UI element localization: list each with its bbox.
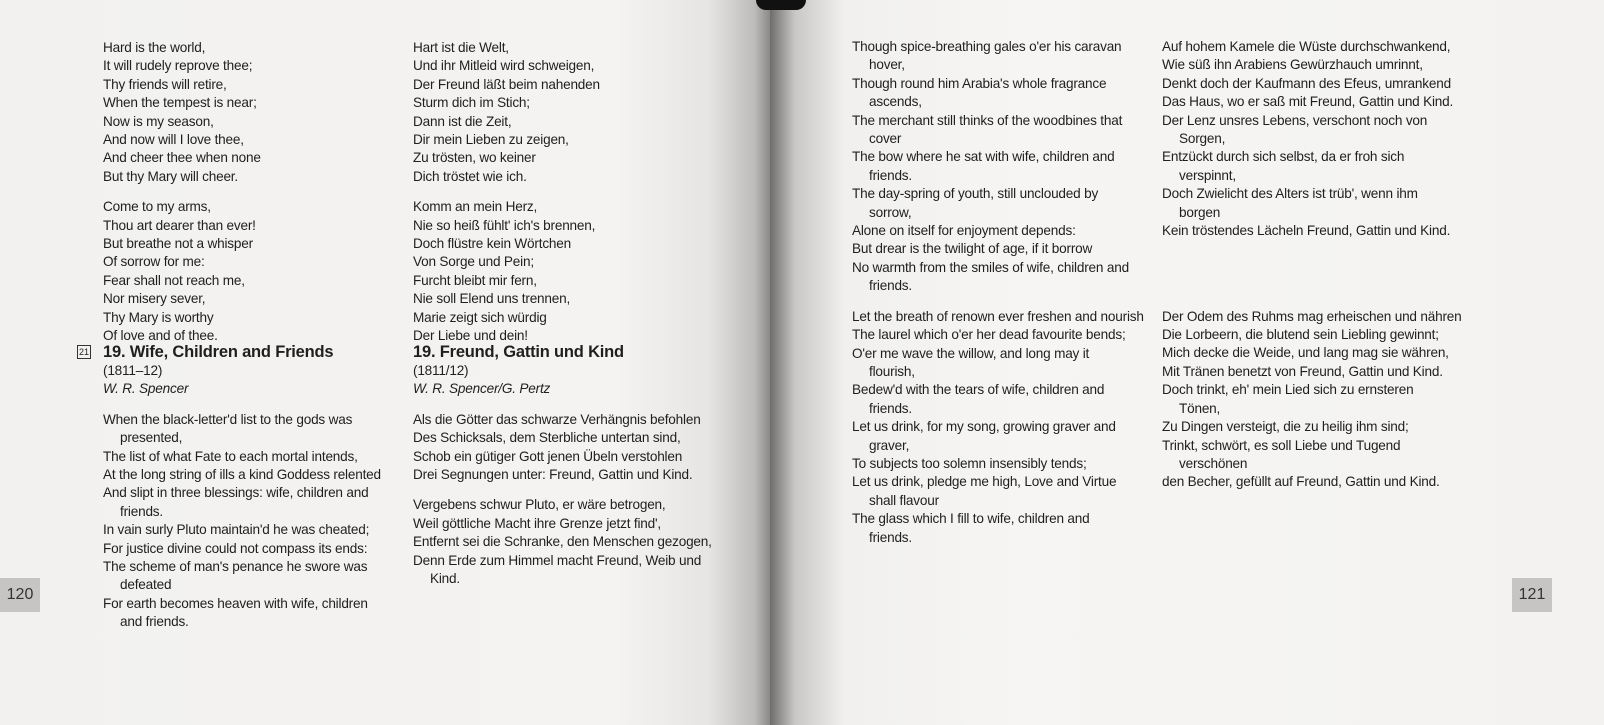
verse-line: verschönen — [1179, 455, 1248, 471]
verse-line: Fear shall not reach me, — [103, 272, 245, 288]
english-right-column — [852, 38, 1144, 547]
verse-line: friends. — [869, 400, 912, 416]
german-song-body — [413, 411, 712, 589]
verse-line: The bow where he sat with wife, children and — [852, 149, 1115, 165]
verse-line: When the tempest is near; — [103, 95, 257, 111]
verse-line: Though round him Arabia's whole fragrance — [852, 75, 1107, 91]
stanza-gap — [413, 186, 600, 198]
verse-line: Let us drink, pledge me high, Love and Virtue — [852, 474, 1117, 490]
verse-line: Thy friends will retire, — [103, 76, 227, 92]
verse-line: den Becher, gefüllt auf Freund, Gattin und Kind. — [1162, 474, 1440, 490]
verse-line: Entfernt sei die Schranke, den Menschen gezogen, — [413, 534, 712, 550]
verse-line: Des Schicksals, dem Sterbliche untertan sind, — [413, 430, 681, 446]
verse-line: presented, — [120, 430, 183, 446]
page-number-left: 120 — [0, 578, 40, 612]
verse-line: sorrow, — [869, 204, 912, 220]
verse-line: Als die Götter das schwarze Verhängnis befohlen — [413, 411, 701, 427]
german-top-column — [413, 39, 600, 346]
verse-line: ascends, — [869, 94, 922, 110]
verse-line: Und ihr Mitleid wird schweigen, — [413, 58, 595, 74]
verse-line: And cheer thee when none — [103, 150, 261, 166]
verse-line: No warmth from the smiles of wife, children and — [852, 259, 1129, 275]
verse-line: Der Freund läßt beim nahenden — [413, 76, 600, 92]
verse-line: Doch Zwielicht des Alters ist trüb', wenn ihm — [1162, 186, 1418, 202]
verse-line: and friends. — [120, 614, 189, 630]
verse-line: Dir mein Lieben zu zeigen, — [413, 132, 569, 148]
verse-line: friends. — [869, 167, 912, 183]
verse-line: And slipt in three blessings: wife, children and — [103, 485, 369, 501]
verse-line: In vain surly Pluto maintain'd he was cheated; — [103, 522, 370, 538]
english-song-body — [103, 411, 381, 632]
verse-line: Sorgen, — [1179, 131, 1226, 147]
verse-line: flourish, — [869, 363, 915, 379]
verse-line: Weil göttliche Macht ihre Grenze jetzt find', — [413, 515, 661, 531]
stanza-gap — [413, 484, 712, 496]
verse-line: Let us drink, for my song, growing graver and — [852, 419, 1116, 435]
stanza-gap — [103, 186, 261, 198]
verse-line: hover, — [869, 57, 905, 73]
verse-line: Hard is the world, — [103, 40, 206, 55]
english-song — [103, 342, 381, 632]
verse-line: Marie zeigt sich würdig — [413, 309, 547, 325]
verse-line: The scheme of man's penance he swore was — [103, 559, 368, 575]
verse-line: Entzückt durch sich selbst, da er froh sich — [1162, 149, 1405, 165]
german-song-date: (1811/12) — [413, 363, 469, 378]
verse-line: Furcht bleibt mir fern, — [413, 272, 537, 288]
verse-line: Dann ist die Zeit, — [413, 113, 512, 129]
stanza-gap — [852, 296, 1144, 308]
verse-line: The merchant still thinks of the woodbines that — [852, 112, 1123, 128]
verse-line: Der Liebe und dein! — [413, 328, 528, 344]
verse-line: Thou art dearer than ever! — [103, 217, 256, 233]
verse-line: For earth becomes heaven with wife, children — [103, 595, 368, 611]
verse-line: Zu trösten, wo keiner — [413, 150, 536, 166]
verse-line: Die Lorbeern, die blutend sein Liebling gewinnt; — [1162, 327, 1439, 343]
verse-line: The list of what Fate to each mortal intends, — [103, 448, 358, 464]
german-song — [413, 342, 712, 588]
verse-line: Auf hohem Kamele die Wüste durchschwankend, — [1162, 39, 1451, 54]
verse-line: It will rudely reprove thee; — [103, 58, 253, 74]
verse-line: Trinkt, schwört, es soll Liebe und Tugend — [1162, 437, 1401, 453]
verse-line: Vergebens schwur Pluto, er wäre betrogen, — [413, 497, 666, 513]
verse-line: verspinnt, — [1179, 167, 1236, 183]
verse-line: Of love and of thee. — [103, 328, 218, 344]
verse-line: Of sorrow for me: — [103, 254, 205, 270]
verse-line: Sturm dich im Stich; — [413, 95, 530, 111]
verse-line: friends. — [869, 529, 912, 545]
english-song-author: W. R. Spencer — [103, 381, 189, 397]
verse-line: shall flavour — [869, 492, 939, 508]
verse-line: Der Odem des Ruhms mag erheischen und nähren — [1162, 308, 1462, 324]
verse-line: Nie so heiß fühlt' ich's brennen, — [413, 217, 596, 233]
verse-line: Schob ein gütiger Gott jenen Übeln verstohlen — [413, 448, 683, 464]
verse-line: defeated — [120, 577, 172, 593]
verse-line: friends. — [869, 278, 912, 294]
verse-line: Tönen, — [1179, 400, 1221, 416]
verse-line: At the long string of ills a kind Goddess relented — [103, 467, 381, 483]
german-right-column — [1162, 38, 1462, 492]
verse-line: Mich decke die Weide, und lang mag sie währen, — [1162, 345, 1449, 361]
verse-line: friends. — [120, 503, 163, 519]
verse-line: graver, — [869, 437, 910, 453]
german-song-title: 19. Freund, Gattin und Kind — [413, 343, 624, 361]
verse-line: Kind. — [430, 571, 460, 587]
verse-line: For justice divine could not compass its ends: — [103, 540, 368, 556]
verse-line: But breathe not a whisper — [103, 236, 253, 252]
verse-line: Der Lenz unsres Lebens, verschont noch von — [1162, 112, 1428, 128]
verse-line: But thy Mary will cheer. — [103, 168, 238, 184]
verse-line: Drei Segnungen unter: Freund, Gattin und Kind. — [413, 467, 693, 483]
verse-line: When the black-letter'd list to the gods was — [103, 411, 353, 427]
verse-line: Wie süß ihn Arabiens Gewürzhauch umrinnt, — [1162, 57, 1423, 73]
verse-line: Dich tröstet wie ich. — [413, 168, 527, 184]
english-song-title: 19. Wife, Children and Friends — [103, 343, 334, 361]
verse-line: Nor misery sever, — [103, 291, 206, 307]
verse-line: Now is my season, — [103, 113, 214, 129]
book-spine — [756, 0, 806, 10]
verse-line: Though spice-breathing gales o'er his caravan — [852, 39, 1122, 54]
verse-line: Doch trinkt, eh' mein Lied sich zu ernsteren — [1162, 382, 1414, 398]
english-song-date: (1811–12) — [103, 363, 163, 378]
verse-line: Denkt doch der Kaufmann des Efeus, umrankend — [1162, 75, 1451, 91]
verse-line: Thy Mary is worthy — [103, 309, 214, 325]
verse-line: cover — [869, 131, 902, 147]
verse-line: Zu Dingen versteigt, die zu heilig ihm sind; — [1162, 419, 1409, 435]
english-top-column — [103, 39, 261, 346]
verse-line: The day-spring of youth, still unclouded by — [852, 186, 1099, 202]
stanza-gap — [1162, 240, 1462, 307]
verse-line: borgen — [1179, 204, 1221, 220]
verse-line: Doch flüstre kein Wörtchen — [413, 236, 571, 252]
verse-line: Come to my arms, — [103, 199, 211, 215]
verse-line: Kein tröstendes Lächeln Freund, Gattin und Kind. — [1162, 223, 1451, 239]
verse-line: But drear is the twilight of age, if it borrow — [852, 241, 1093, 257]
verse-line: Let the breath of renown ever freshen and nourish — [852, 308, 1144, 324]
verse-line: O'er me wave the willow, and long may it — [852, 345, 1090, 361]
verse-line: Von Sorge und Pein; — [413, 254, 534, 270]
verse-line: The glass which I fill to wife, children and — [852, 511, 1090, 527]
verse-line: Bedew'd with the tears of wife, children and — [852, 382, 1105, 398]
verse-line: To subjects too solemn insensibly tends; — [852, 455, 1087, 471]
verse-line: Mit Tränen benetzt von Freund, Gattin und Kind. — [1162, 363, 1443, 379]
verse-line: Das Haus, wo er saß mit Freund, Gattin und Kind. — [1162, 94, 1454, 110]
verse-line: Nie soll Elend uns trennen, — [413, 291, 571, 307]
verse-line: Komm an mein Herz, — [413, 199, 538, 215]
german-song-author: W. R. Spencer/G. Pertz — [413, 381, 551, 397]
page-number-right: 121 — [1512, 578, 1552, 612]
track-marker: 21 — [78, 347, 89, 357]
verse-line: Hart ist die Welt, — [413, 40, 509, 55]
verse-line: Denn Erde zum Himmel macht Freund, Weib und — [413, 552, 702, 568]
verse-line: Alone on itself for enjoyment depends: — [852, 223, 1076, 239]
verse-line: And now will I love thee, — [103, 132, 244, 148]
verse-line: The laurel which o'er her dead favourite bends; — [852, 327, 1126, 343]
